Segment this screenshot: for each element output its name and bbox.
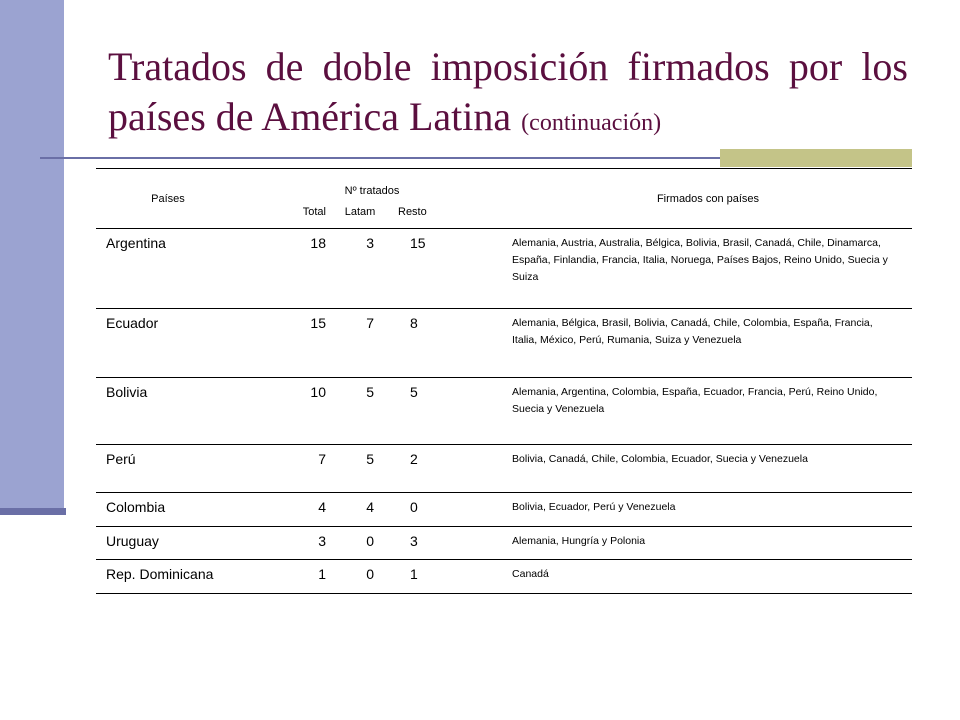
cell-signed-with: Alemania, Hungría y Polonia <box>504 527 912 560</box>
cell-total: 3 <box>240 527 336 560</box>
cell-signed-with: Canadá <box>504 560 912 594</box>
cell-rest: 3 <box>384 527 504 560</box>
table-body <box>96 229 912 594</box>
side-decor-bar-shadow <box>0 508 66 515</box>
cell-country: Perú <box>96 445 240 493</box>
header-signed-with: Firmados con países <box>504 169 912 229</box>
cell-latam: 5 <box>336 445 384 493</box>
cell-latam: 0 <box>336 527 384 560</box>
header-treaties-group: Nº tratados <box>240 169 504 197</box>
cell-total: 4 <box>240 493 336 527</box>
cell-signed-with: Alemania, Argentina, Colombia, España, Ecuador, Francia, Perú, Reino Unido, Suecia y Venezuela <box>504 378 912 445</box>
cell-total: 15 <box>240 309 336 378</box>
cell-country: Bolivia <box>96 378 240 445</box>
slide-title-sub: (continuación) <box>521 110 662 136</box>
cell-rest: 15 <box>384 229 504 309</box>
title-divider-accent <box>720 149 912 167</box>
cell-total: 18 <box>240 229 336 309</box>
table-row <box>96 560 912 594</box>
header-countries: Países <box>96 169 240 229</box>
cell-signed-with: Bolivia, Ecuador, Perú y Venezuela <box>504 493 912 527</box>
cell-total: 1 <box>240 560 336 594</box>
cell-latam: 0 <box>336 560 384 594</box>
table-row <box>96 527 912 560</box>
cell-country: Rep. Dominicana <box>96 560 240 594</box>
cell-latam: 5 <box>336 378 384 445</box>
cell-country: Ecuador <box>96 309 240 378</box>
header-rest: Resto <box>384 197 504 229</box>
cell-signed-with: Alemania, Austria, Australia, Bélgica, Bolivia, Brasil, Canadá, Chile, Dinamarca, España, Finlandia, Francia, Italia, Noruega, Países Bajos, Reino Unido, Suecia y Suiza <box>504 229 912 309</box>
cell-rest: 5 <box>384 378 504 445</box>
table-row <box>96 493 912 527</box>
cell-latam: 3 <box>336 229 384 309</box>
cell-country: Colombia <box>96 493 240 527</box>
table-row <box>96 229 912 309</box>
table-row <box>96 309 912 378</box>
cell-rest: 1 <box>384 560 504 594</box>
cell-country: Uruguay <box>96 527 240 560</box>
header-total: Total <box>240 197 336 229</box>
slide-title-main: Tratados de doble imposición firmados por los países de América Latina <box>108 44 908 139</box>
cell-latam: 7 <box>336 309 384 378</box>
cell-rest: 2 <box>384 445 504 493</box>
treaties-table <box>96 168 912 594</box>
cell-total: 7 <box>240 445 336 493</box>
table-row <box>96 445 912 493</box>
cell-rest: 8 <box>384 309 504 378</box>
header-latam: Latam <box>336 197 384 229</box>
cell-country: Argentina <box>96 229 240 309</box>
side-decor-bar <box>0 0 64 512</box>
table-row <box>96 378 912 445</box>
cell-total: 10 <box>240 378 336 445</box>
slide-title <box>108 42 908 142</box>
cell-signed-with: Alemania, Bélgica, Brasil, Bolivia, Canadá, Chile, Colombia, España, Francia, Italia, México, Perú, Rumania, Suiza y Venezuela <box>504 309 912 378</box>
cell-signed-with: Bolivia, Canadá, Chile, Colombia, Ecuador, Suecia y Venezuela <box>504 445 912 493</box>
cell-rest: 0 <box>384 493 504 527</box>
cell-latam: 4 <box>336 493 384 527</box>
